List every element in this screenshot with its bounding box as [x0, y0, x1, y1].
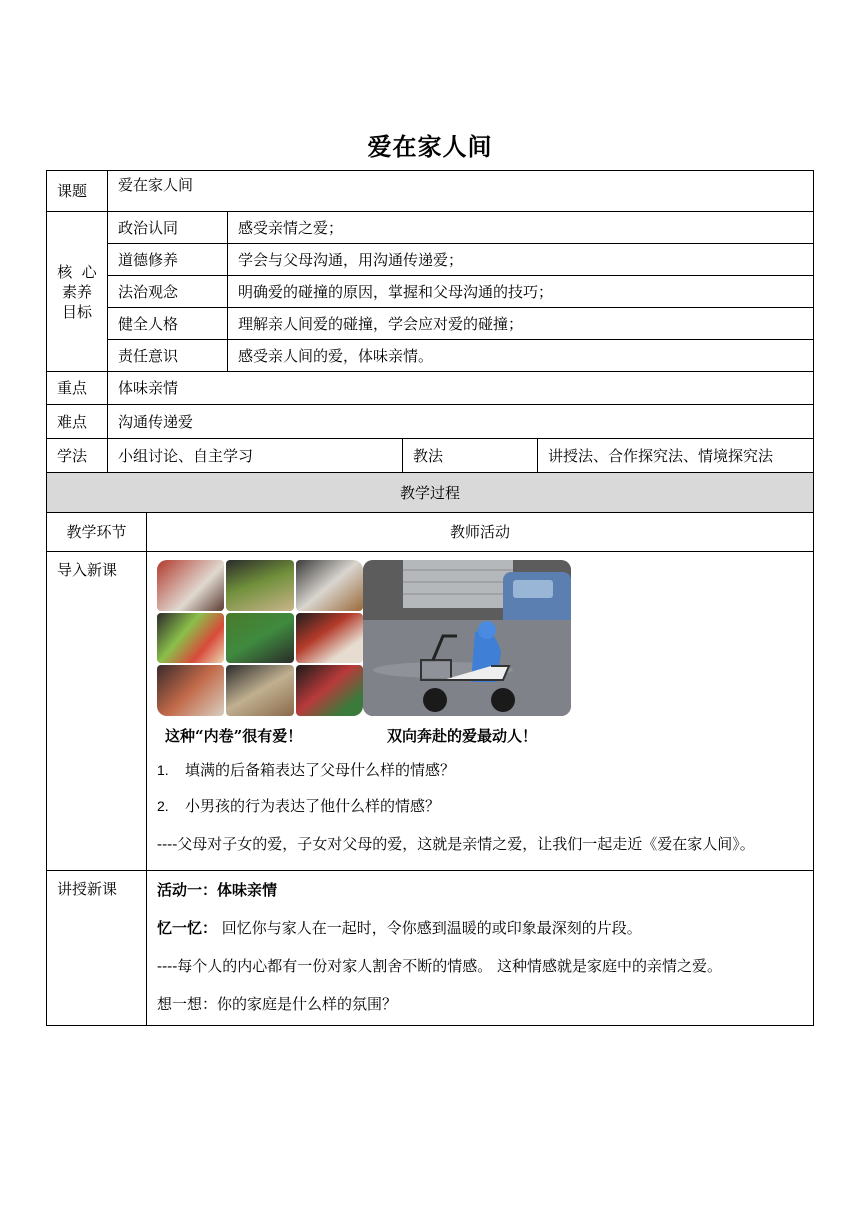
- literacy-row: [47, 276, 814, 308]
- intro-summary: ----父母对子女的爱，子女对父母的爱，这就是亲情之爱，让我们一起走近《爱在家人间》。: [157, 835, 755, 853]
- literacy-goal: 理解亲人间爱的碰撞，学会应对爱的碰撞；: [228, 308, 814, 340]
- topic-row: [47, 171, 814, 212]
- teach-method-label: 教法: [403, 439, 538, 473]
- difficulty-label: 难点: [47, 405, 108, 439]
- question-number: 1.: [157, 762, 169, 778]
- key-point-row: [47, 372, 814, 405]
- intro-photos: [157, 560, 577, 746]
- literacy-goal: 明确爱的碰撞的原因，掌握和父母沟通的技巧；: [228, 276, 814, 308]
- recall-line: [157, 917, 805, 939]
- trunk-photo: [157, 560, 224, 611]
- literacy-label-line: 目标: [61, 302, 92, 321]
- literacy-name: 道德修养: [108, 244, 228, 276]
- literacy-row: [47, 308, 814, 340]
- literacy-row: [47, 340, 814, 372]
- recall-text: 回忆你与家人在一起时，令你感到温暖的或印象最深刻的片段。: [217, 919, 642, 937]
- literacy-row: [47, 244, 814, 276]
- literacy-goal: 感受亲人间的爱，体味亲情。: [228, 340, 814, 372]
- methods-row: [47, 439, 814, 473]
- trunk-photo: [157, 665, 224, 716]
- literacy-name: 健全人格: [108, 308, 228, 340]
- literacy-row: [47, 212, 814, 244]
- car-trunk-photo-collage: [157, 560, 363, 716]
- difficulty-row: [47, 405, 814, 439]
- key-point-value: 体味亲情: [108, 372, 814, 405]
- literacy-label-line: 核 心: [57, 262, 97, 281]
- trunk-photo: [296, 560, 363, 611]
- column-header-row: [47, 513, 814, 552]
- literacy-goal: 感受亲情之爱；: [228, 212, 814, 244]
- study-method-label: 学法: [47, 439, 108, 473]
- scooter-scene-graphic: [363, 560, 571, 716]
- question-item: [157, 794, 805, 818]
- lecture-note: ----每个人的内心都有一份对家人割舍不断的情感。 这种情感就是家庭中的亲情之爱。: [157, 957, 723, 975]
- page-title: 爱在家人间: [367, 132, 493, 161]
- lesson-plan-table: [46, 170, 814, 1026]
- trunk-photo: [226, 613, 293, 664]
- think-prompt: 想一想：你的家庭是什么样的氛围？: [157, 995, 398, 1013]
- teach-method-value: 讲授法、合作探究法、情境探究法: [538, 439, 814, 473]
- trunk-photo: [296, 613, 363, 664]
- process-header-row: [47, 473, 814, 513]
- trunk-photo: [226, 560, 293, 611]
- photo-caption-left: 这种“内卷”很有爱！: [165, 727, 303, 745]
- intro-segment: 导入新课: [47, 552, 147, 871]
- lecture-content: [147, 871, 814, 1026]
- recall-label: 忆一忆：: [157, 919, 218, 937]
- photo-caption-right: 双向奔赴的爱最动人！: [387, 727, 538, 745]
- trunk-photo: [296, 665, 363, 716]
- literacy-name: 政治认同: [108, 212, 228, 244]
- segment-column-header: 教学环节: [47, 513, 147, 552]
- question-number: 2.: [157, 798, 169, 814]
- literacy-goal: 学会与父母沟通，用沟通传递爱；: [228, 244, 814, 276]
- literacy-name: 责任意识: [108, 340, 228, 372]
- boy-scooter-rain-photo: [363, 560, 571, 716]
- activity-column-header: 教师活动: [147, 513, 814, 552]
- literacy-name: 法治观念: [108, 276, 228, 308]
- study-method-value: 小组讨论、自主学习: [108, 439, 403, 473]
- intro-row: [47, 552, 814, 871]
- trunk-photo: [157, 613, 224, 664]
- key-point-label: 重点: [47, 372, 108, 405]
- difficulty-value: 沟通传递爱: [108, 405, 814, 439]
- intro-content: [147, 552, 814, 871]
- process-header: 教学过程: [47, 473, 814, 513]
- lecture-segment: 讲授新课: [47, 871, 147, 1026]
- lecture-row: [47, 871, 814, 1026]
- trunk-photo: [226, 665, 293, 716]
- question-text: 填满的后备箱表达了父母什么样的情感？: [185, 761, 456, 779]
- question-text: 小男孩的行为表达了他什么样的情感？: [185, 797, 441, 815]
- topic-label: 课题: [47, 171, 108, 212]
- literacy-label-line: 素养: [61, 282, 92, 301]
- activity-title: 活动一：体味亲情: [157, 881, 278, 899]
- topic-value: 爱在家人间: [108, 171, 814, 212]
- question-item: [157, 758, 805, 782]
- literacy-label: [47, 212, 108, 372]
